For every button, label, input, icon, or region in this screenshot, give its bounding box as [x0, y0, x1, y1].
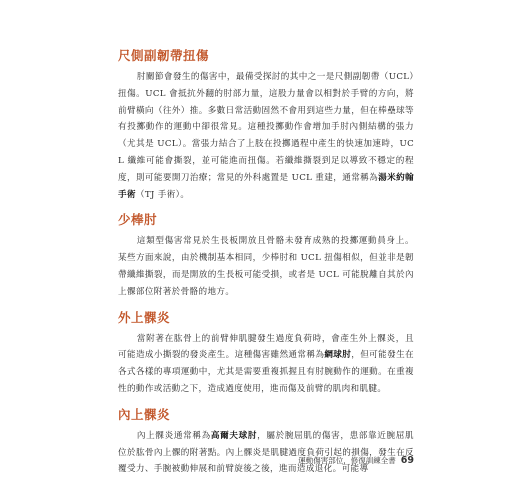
body-text: ，但可能發生在各式各樣的專項運動中，尤其是需要重複抓握且有肘腕動作的運動。在重複性的動作或活動之下，造成過度使用，進而傷及前臂的肌肉和肌腱。: [118, 350, 414, 394]
section-title: 外上髁炎: [118, 309, 171, 325]
section-title: 內上髁炎: [118, 406, 171, 422]
emphasis-term: 湯米約翰手術: [118, 172, 414, 200]
emphasis-term: 網球肘: [324, 350, 352, 361]
body-text: 這類型傷害常見於生長板開放且骨骼未發育成熟的投擲運動員身上。某些方面來說，由於機制基本相同，少棒肘和 UCL 扭傷相似，但並非是韌帶纖維撕裂，而是開放的生長板可能受損，或者是 UCL 可能脫離自其於內上髁部位附著於骨骼的地方。: [118, 236, 414, 297]
running-footer-title: 運動傷害部位，修復訓練全書: [298, 456, 396, 465]
section-paragraph: [118, 233, 414, 300]
section-title: 尺側副韌帶扭傷: [118, 48, 210, 63]
section-ucl-sprain: [118, 48, 414, 203]
body-text: 當附著在肱骨上的前臂伸肌腱發生過度負荷時，會產生外上髁炎，且可能造成小撕裂的發炎產生。這種傷害雖然通常稱為: [118, 333, 414, 361]
body-text: ，屬於腕屈肌的傷害，患部靠近腕屈肌位於肱骨內上髁的附著點。內上髁炎是肌腱過度負荷引起的損傷，發生在反覆受力、手腕被動伸展和前臂旋後之後，進而造成退化。可能導: [118, 430, 414, 475]
body-text: 肘關節會發生的傷害中，最備受探討的其中之一是尺側副韌帶（UCL）扭傷。UCL 會抵抗外翻的肘部力量，這股力量會以相對於手臂的方向，將前臂橫向（往外）推。多數日常活動固然不會用到這些力量，但在棒壘球等有投擲動作的運動中卻很常見。這種投擲動作會增加手肘內側結構的張力（尤其是 UCL）。當張力結合了上肢在投擲過程中產生的快速加速時，UCL 纖維可能會撕裂，並可能進而扭傷。若纖維撕裂到足以導致不穩定的程度，則可能要開刀治療；常見的外科處置是 UCL 重建，通常稱為: [118, 72, 414, 183]
section-little-league-elbow: [118, 212, 414, 300]
section-medial-epicondylitis: [118, 407, 414, 478]
page-footer: [280, 455, 414, 466]
body-text: （TJ 手術）。: [135, 189, 190, 200]
body-text: 內上髁炎通常稱為: [136, 430, 211, 441]
page-number: 69: [400, 455, 414, 466]
section-title: 少棒肘: [118, 212, 158, 228]
section-paragraph: [118, 69, 414, 203]
section-paragraph: [118, 331, 414, 398]
section-lateral-epicondylitis: [118, 310, 414, 398]
page-content: [118, 48, 414, 487]
emphasis-term: 高爾夫球肘: [210, 430, 258, 441]
section-paragraph: [118, 428, 414, 478]
